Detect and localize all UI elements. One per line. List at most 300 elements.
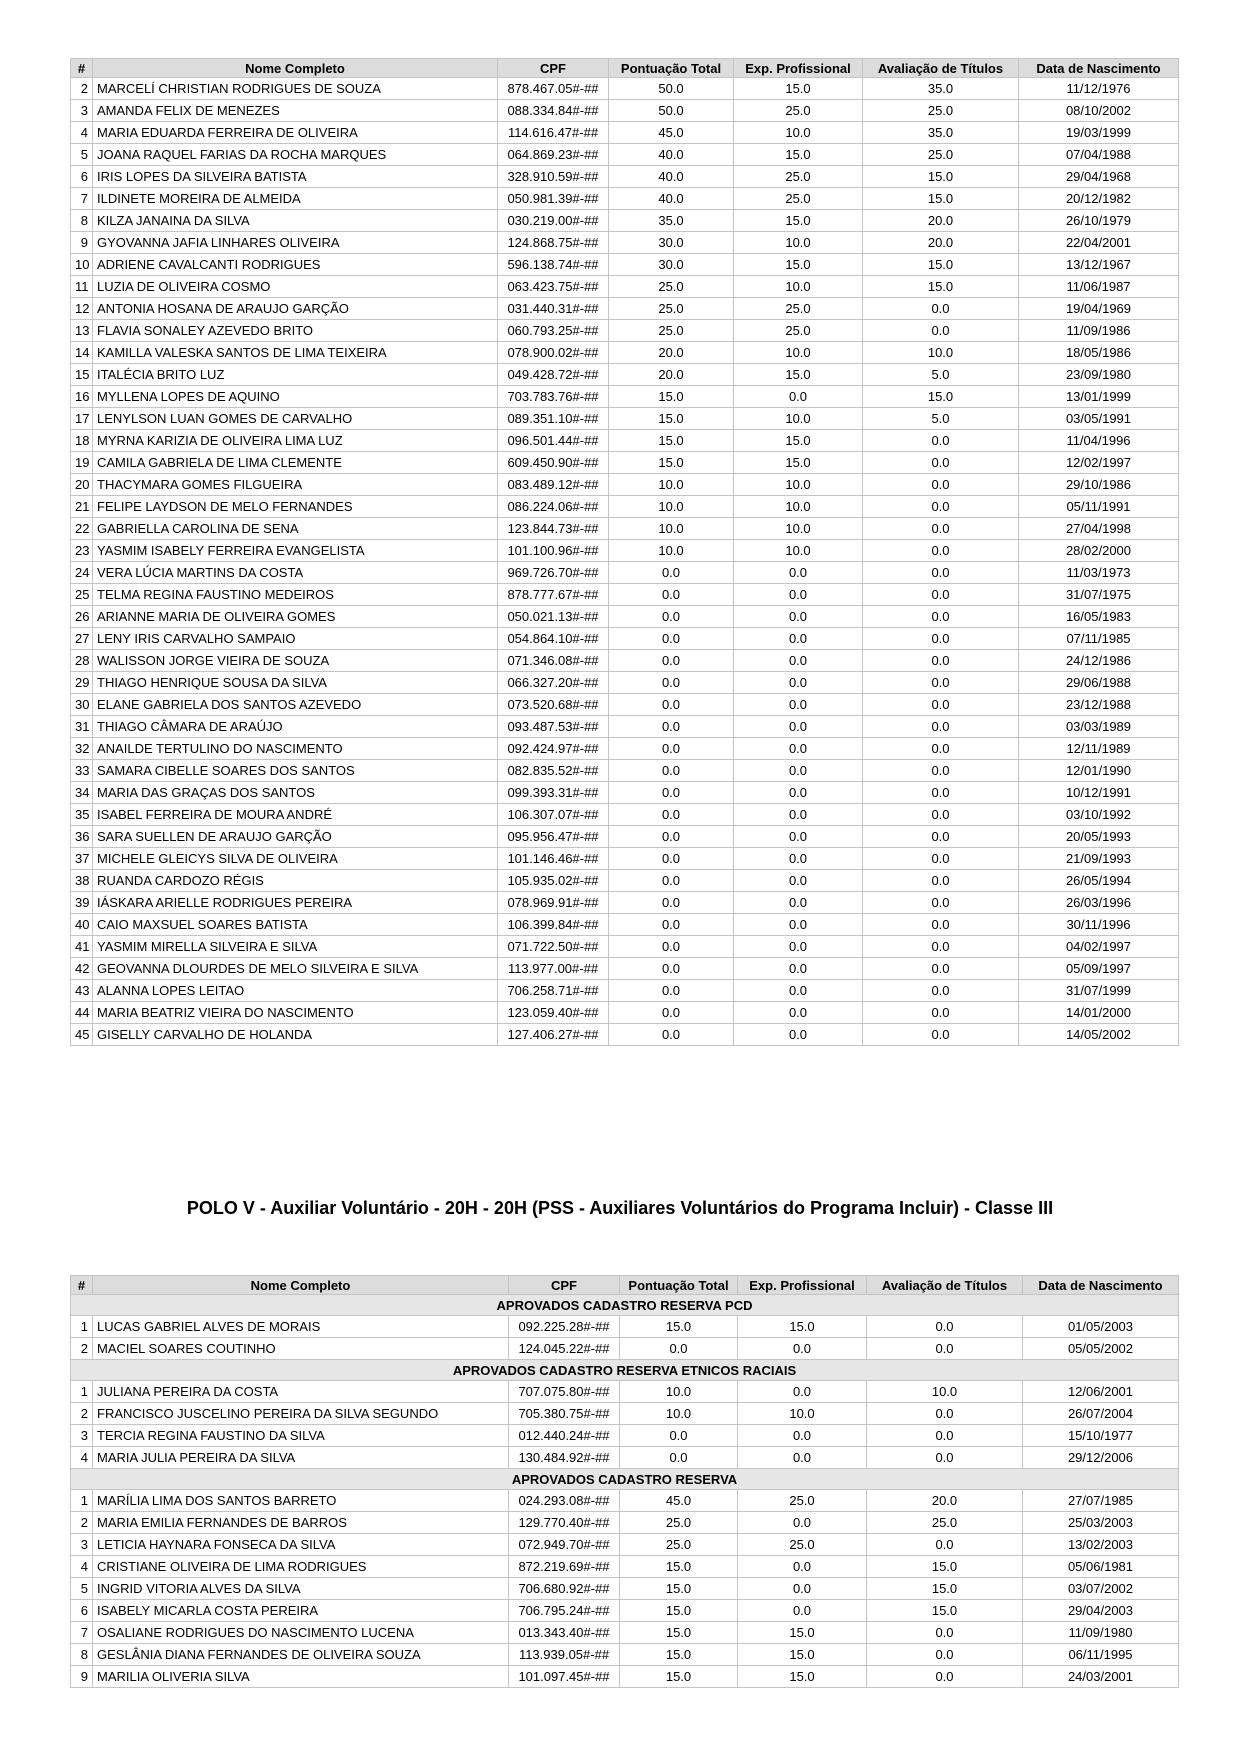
cell-titles-evaluation: 0.0 [867,1666,1023,1688]
cell-birth-date: 26/05/1994 [1019,870,1179,892]
cell-cpf: 706.795.24#-## [509,1600,620,1622]
cell-professional-experience: 0.0 [734,562,863,584]
cell-total-score: 0.0 [609,870,734,892]
ranking-table-2 [70,1275,1179,1688]
table-header-row [71,59,1179,78]
cell-titles-evaluation: 0.0 [863,584,1019,606]
cell-number: 42 [71,958,93,980]
cell-number: 16 [71,386,93,408]
cell-birth-date: 03/03/1989 [1019,716,1179,738]
cell-professional-experience: 10.0 [734,540,863,562]
cell-professional-experience: 0.0 [738,1556,867,1578]
cell-titles-evaluation: 0.0 [863,518,1019,540]
cell-professional-experience: 15.0 [738,1644,867,1666]
cell-total-score: 25.0 [609,298,734,320]
table-row [71,606,1179,628]
cell-name: MARIA DAS GRAÇAS DOS SANTOS [93,782,498,804]
cell-cpf: 078.969.91#-## [498,892,609,914]
cell-professional-experience: 0.0 [734,738,863,760]
cell-number: 25 [71,584,93,606]
cell-name: MARIA BEATRIZ VIEIRA DO NASCIMENTO [93,1002,498,1024]
cell-total-score: 15.0 [609,386,734,408]
cell-number: 17 [71,408,93,430]
table-row [71,386,1179,408]
cell-number: 39 [71,892,93,914]
cell-professional-experience: 0.0 [734,826,863,848]
cell-birth-date: 29/12/2006 [1023,1447,1179,1469]
cell-name: MYLLENA LOPES DE AQUINO [93,386,498,408]
cell-name: IRIS LOPES DA SILVEIRA BATISTA [93,166,498,188]
cell-professional-experience: 0.0 [734,650,863,672]
cell-number: 7 [71,188,93,210]
cell-total-score: 35.0 [609,210,734,232]
cell-number: 4 [71,122,93,144]
table-row [71,144,1179,166]
cell-titles-evaluation: 0.0 [863,1002,1019,1024]
cell-cpf: 050.981.39#-## [498,188,609,210]
cell-birth-date: 03/10/1992 [1019,804,1179,826]
cell-titles-evaluation: 0.0 [863,474,1019,496]
cell-name: THIAGO HENRIQUE SOUSA DA SILVA [93,672,498,694]
cell-titles-evaluation: 20.0 [863,210,1019,232]
col-header-total-score: Pontuação Total [609,59,734,78]
cell-cpf: 012.440.24#-## [509,1425,620,1447]
table-row [71,1316,1179,1338]
cell-name: GESLÂNIA DIANA FERNANDES DE OLIVEIRA SOUZA [93,1644,509,1666]
cell-titles-evaluation: 0.0 [863,452,1019,474]
cell-name: SARA SUELLEN DE ARAUJO GARÇÃO [93,826,498,848]
cell-number: 5 [71,144,93,166]
table-row [71,1578,1179,1600]
cell-professional-experience: 15.0 [734,254,863,276]
cell-name: LENY IRIS CARVALHO SAMPAIO [93,628,498,650]
cell-titles-evaluation: 0.0 [863,892,1019,914]
cell-cpf: 609.450.90#-## [498,452,609,474]
cell-number: 37 [71,848,93,870]
cell-birth-date: 21/09/1993 [1019,848,1179,870]
cell-birth-date: 20/05/1993 [1019,826,1179,848]
cell-total-score: 15.0 [609,430,734,452]
cell-titles-evaluation: 0.0 [863,606,1019,628]
cell-total-score: 0.0 [609,936,734,958]
table-row [71,1490,1179,1512]
table-row [71,1425,1179,1447]
cell-total-score: 10.0 [609,496,734,518]
cell-total-score: 25.0 [620,1512,738,1534]
cell-birth-date: 29/10/1986 [1019,474,1179,496]
cell-cpf: 071.722.50#-## [498,936,609,958]
cell-total-score: 15.0 [620,1600,738,1622]
cell-titles-evaluation: 25.0 [863,144,1019,166]
cell-titles-evaluation: 15.0 [867,1556,1023,1578]
cell-titles-evaluation: 0.0 [867,1622,1023,1644]
cell-titles-evaluation: 5.0 [863,408,1019,430]
cell-cpf: 049.428.72#-## [498,364,609,386]
cell-titles-evaluation: 0.0 [867,1316,1023,1338]
cell-name: FLAVIA SONALEY AZEVEDO BRITO [93,320,498,342]
cell-titles-evaluation: 0.0 [863,562,1019,584]
cell-titles-evaluation: 0.0 [867,1403,1023,1425]
cell-birth-date: 29/04/1968 [1019,166,1179,188]
cell-birth-date: 05/05/2002 [1023,1338,1179,1360]
cell-total-score: 0.0 [620,1447,738,1469]
table-row [71,1622,1179,1644]
cell-name: JOANA RAQUEL FARIAS DA ROCHA MARQUES [93,144,498,166]
cell-professional-experience: 25.0 [734,320,863,342]
cell-name: ALANNA LOPES LEITAO [93,980,498,1002]
cell-total-score: 15.0 [620,1622,738,1644]
table-row [71,474,1179,496]
cell-cpf: 106.307.07#-## [498,804,609,826]
cell-cpf: 113.939.05#-## [509,1644,620,1666]
cell-number: 44 [71,1002,93,1024]
cell-titles-evaluation: 0.0 [863,628,1019,650]
cell-total-score: 0.0 [609,848,734,870]
cell-total-score: 0.0 [609,1024,734,1046]
cell-cpf: 060.793.25#-## [498,320,609,342]
group-label: APROVADOS CADASTRO RESERVA [71,1469,1179,1490]
cell-name: THACYMARA GOMES FILGUEIRA [93,474,498,496]
cell-number: 4 [71,1447,93,1469]
cell-professional-experience: 0.0 [734,672,863,694]
cell-titles-evaluation: 20.0 [867,1490,1023,1512]
cell-cpf: 114.616.47#-## [498,122,609,144]
cell-birth-date: 01/05/2003 [1023,1316,1179,1338]
cell-number: 10 [71,254,93,276]
cell-name: MARÍLIA LIMA DOS SANTOS BARRETO [93,1490,509,1512]
cell-titles-evaluation: 10.0 [867,1381,1023,1403]
cell-titles-evaluation: 0.0 [863,936,1019,958]
cell-cpf: 706.680.92#-## [509,1578,620,1600]
cell-name: MYRNA KARIZIA DE OLIVEIRA LIMA LUZ [93,430,498,452]
cell-name: KILZA JANAINA DA SILVA [93,210,498,232]
cell-number: 20 [71,474,93,496]
cell-birth-date: 06/11/1995 [1023,1644,1179,1666]
section-title: POLO V - Auxiliar Voluntário - 20H - 20H (PSS - Auxiliares Voluntários do Programa Incluir) - Classe III [186,1198,1054,1218]
table-row [71,914,1179,936]
table-row [71,518,1179,540]
cell-total-score: 0.0 [609,650,734,672]
cell-total-score: 15.0 [609,408,734,430]
cell-birth-date: 08/10/2002 [1019,100,1179,122]
cell-titles-evaluation: 15.0 [867,1600,1023,1622]
cell-titles-evaluation: 35.0 [863,122,1019,144]
cell-titles-evaluation: 0.0 [863,848,1019,870]
cell-total-score: 25.0 [609,320,734,342]
table-row [71,122,1179,144]
cell-birth-date: 26/10/1979 [1019,210,1179,232]
cell-titles-evaluation: 0.0 [863,672,1019,694]
cell-birth-date: 05/09/1997 [1019,958,1179,980]
cell-number: 24 [71,562,93,584]
cell-professional-experience: 25.0 [738,1534,867,1556]
cell-name: SAMARA CIBELLE SOARES DOS SANTOS [93,760,498,782]
cell-name: LUZIA DE OLIVEIRA COSMO [93,276,498,298]
cell-professional-experience: 15.0 [734,78,863,100]
cell-number: 18 [71,430,93,452]
cell-birth-date: 31/07/1999 [1019,980,1179,1002]
cell-total-score: 0.0 [609,694,734,716]
cell-total-score: 10.0 [620,1381,738,1403]
col-header-titles-evaluation: Avaliação de Títulos [863,59,1019,78]
table-row [71,342,1179,364]
cell-professional-experience: 0.0 [734,958,863,980]
cell-birth-date: 26/07/2004 [1023,1403,1179,1425]
cell-number: 3 [71,100,93,122]
cell-titles-evaluation: 0.0 [863,430,1019,452]
cell-birth-date: 11/09/1986 [1019,320,1179,342]
cell-professional-experience: 10.0 [734,122,863,144]
col-header-birth-date: Data de Nascimento [1019,59,1179,78]
cell-total-score: 0.0 [609,980,734,1002]
table-row [71,254,1179,276]
table-row [71,1644,1179,1666]
col-header-titles-evaluation: Avaliação de Títulos [867,1276,1023,1295]
cell-name: CAIO MAXSUEL SOARES BATISTA [93,914,498,936]
cell-number: 30 [71,694,93,716]
cell-cpf: 066.327.20#-## [498,672,609,694]
table-row [71,496,1179,518]
cell-number: 8 [71,210,93,232]
cell-birth-date: 15/10/1977 [1023,1425,1179,1447]
cell-cpf: 086.224.06#-## [498,496,609,518]
cell-total-score: 15.0 [620,1644,738,1666]
cell-number: 22 [71,518,93,540]
group-header-row [71,1469,1179,1490]
cell-birth-date: 11/03/1973 [1019,562,1179,584]
col-header-number: # [71,59,93,78]
cell-name: YASMIM MIRELLA SILVEIRA E SILVA [93,936,498,958]
cell-birth-date: 13/12/1967 [1019,254,1179,276]
cell-birth-date: 24/12/1986 [1019,650,1179,672]
cell-number: 13 [71,320,93,342]
cell-titles-evaluation: 0.0 [867,1534,1023,1556]
table-row [71,1338,1179,1360]
cell-cpf: 050.021.13#-## [498,606,609,628]
cell-titles-evaluation: 0.0 [863,804,1019,826]
cell-birth-date: 13/01/1999 [1019,386,1179,408]
cell-birth-date: 19/04/1969 [1019,298,1179,320]
cell-total-score: 0.0 [609,716,734,738]
cell-total-score: 15.0 [620,1556,738,1578]
cell-birth-date: 11/09/1980 [1023,1622,1179,1644]
cell-titles-evaluation: 0.0 [863,760,1019,782]
cell-birth-date: 19/03/1999 [1019,122,1179,144]
table-row [71,936,1179,958]
cell-total-score: 0.0 [609,584,734,606]
cell-number: 8 [71,1644,93,1666]
cell-professional-experience: 0.0 [734,1024,863,1046]
cell-number: 32 [71,738,93,760]
cell-cpf: 024.293.08#-## [509,1490,620,1512]
table-row [71,210,1179,232]
table-row [71,650,1179,672]
cell-cpf: 096.501.44#-## [498,430,609,452]
cell-total-score: 25.0 [620,1534,738,1556]
cell-cpf: 124.045.22#-## [509,1338,620,1360]
cell-professional-experience: 0.0 [734,584,863,606]
cell-total-score: 10.0 [609,540,734,562]
cell-name: THIAGO CÂMARA DE ARAÚJO [93,716,498,738]
cell-name: CRISTIANE OLIVEIRA DE LIMA RODRIGUES [93,1556,509,1578]
table-row [71,738,1179,760]
cell-total-score: 0.0 [609,782,734,804]
cell-cpf: 088.334.84#-## [498,100,609,122]
cell-total-score: 0.0 [609,914,734,936]
cell-birth-date: 12/01/1990 [1019,760,1179,782]
cell-titles-evaluation: 0.0 [863,980,1019,1002]
cell-cpf: 064.869.23#-## [498,144,609,166]
cell-professional-experience: 0.0 [734,694,863,716]
cell-name: ISABELY MICARLA COSTA PEREIRA [93,1600,509,1622]
cell-professional-experience: 0.0 [738,1447,867,1469]
cell-professional-experience: 0.0 [734,606,863,628]
cell-total-score: 0.0 [609,760,734,782]
cell-total-score: 30.0 [609,232,734,254]
cell-name: ADRIENE CAVALCANTI RODRIGUES [93,254,498,276]
cell-total-score: 45.0 [620,1490,738,1512]
cell-cpf: 101.146.46#-## [498,848,609,870]
cell-total-score: 0.0 [609,958,734,980]
cell-cpf: 872.219.69#-## [509,1556,620,1578]
cell-cpf: 082.835.52#-## [498,760,609,782]
table-row [71,1666,1179,1688]
cell-birth-date: 12/02/1997 [1019,452,1179,474]
cell-cpf: 073.520.68#-## [498,694,609,716]
cell-name: ITALÉCIA BRITO LUZ [93,364,498,386]
cell-cpf: 706.258.71#-## [498,980,609,1002]
col-header-name: Nome Completo [93,59,498,78]
table-row [71,584,1179,606]
table-row [71,628,1179,650]
table-row [71,826,1179,848]
cell-professional-experience: 15.0 [734,452,863,474]
cell-birth-date: 13/02/2003 [1023,1534,1179,1556]
cell-name: ISABEL FERREIRA DE MOURA ANDRÉ [93,804,498,826]
cell-cpf: 705.380.75#-## [509,1403,620,1425]
col-header-total-score: Pontuação Total [620,1276,738,1295]
cell-cpf: 030.219.00#-## [498,210,609,232]
cell-professional-experience: 25.0 [734,166,863,188]
cell-professional-experience: 0.0 [738,1512,867,1534]
table-row [71,78,1179,100]
table-row [71,870,1179,892]
cell-professional-experience: 0.0 [734,870,863,892]
cell-titles-evaluation: 10.0 [863,342,1019,364]
cell-name: MARIA JULIA PEREIRA DA SILVA [93,1447,509,1469]
cell-number: 3 [71,1425,93,1447]
cell-professional-experience: 0.0 [734,980,863,1002]
cell-name: VERA LÚCIA MARTINS DA COSTA [93,562,498,584]
cell-cpf: 072.949.70#-## [509,1534,620,1556]
cell-professional-experience: 10.0 [734,496,863,518]
cell-titles-evaluation: 0.0 [863,914,1019,936]
col-header-professional-experience: Exp. Profissional [738,1276,867,1295]
cell-birth-date: 10/12/1991 [1019,782,1179,804]
cell-name: ELANE GABRIELA DOS SANTOS AZEVEDO [93,694,498,716]
cell-titles-evaluation: 25.0 [867,1512,1023,1534]
cell-birth-date: 29/06/1988 [1019,672,1179,694]
table-row [71,408,1179,430]
cell-titles-evaluation: 0.0 [863,826,1019,848]
table-row [71,188,1179,210]
table-row [71,232,1179,254]
ranking-table-1 [70,58,1179,1046]
cell-total-score: 40.0 [609,188,734,210]
cell-number: 45 [71,1024,93,1046]
table-row [71,1534,1179,1556]
cell-cpf: 031.440.31#-## [498,298,609,320]
cell-birth-date: 05/06/1981 [1023,1556,1179,1578]
cell-total-score: 0.0 [609,628,734,650]
cell-name: MICHELE GLEICYS SILVA DE OLIVEIRA [93,848,498,870]
cell-total-score: 0.0 [609,562,734,584]
cell-number: 2 [71,1403,93,1425]
cell-birth-date: 11/06/1987 [1019,276,1179,298]
cell-titles-evaluation: 15.0 [863,386,1019,408]
cell-cpf: 092.225.28#-## [509,1316,620,1338]
cell-total-score: 20.0 [609,342,734,364]
cell-total-score: 15.0 [609,452,734,474]
cell-titles-evaluation: 0.0 [867,1644,1023,1666]
cell-professional-experience: 25.0 [734,188,863,210]
cell-titles-evaluation: 0.0 [863,716,1019,738]
cell-professional-experience: 15.0 [734,210,863,232]
cell-professional-experience: 0.0 [734,716,863,738]
cell-cpf: 099.393.31#-## [498,782,609,804]
cell-total-score: 15.0 [620,1316,738,1338]
cell-name: LETICIA HAYNARA FONSECA DA SILVA [93,1534,509,1556]
table-row [71,166,1179,188]
cell-number: 4 [71,1556,93,1578]
cell-professional-experience: 25.0 [734,298,863,320]
cell-cpf: 093.487.53#-## [498,716,609,738]
cell-titles-evaluation: 0.0 [867,1338,1023,1360]
cell-name: LENYLSON LUAN GOMES DE CARVALHO [93,408,498,430]
cell-professional-experience: 0.0 [734,892,863,914]
table-row [71,1381,1179,1403]
cell-number: 23 [71,540,93,562]
cell-titles-evaluation: 0.0 [863,496,1019,518]
cell-birth-date: 07/11/1985 [1019,628,1179,650]
cell-professional-experience: 25.0 [738,1490,867,1512]
cell-birth-date: 24/03/2001 [1023,1666,1179,1688]
cell-professional-experience: 10.0 [734,232,863,254]
cell-number: 2 [71,1338,93,1360]
cell-cpf: 124.868.75#-## [498,232,609,254]
cell-cpf: 078.900.02#-## [498,342,609,364]
group-label: APROVADOS CADASTRO RESERVA PCD [71,1295,1179,1316]
cell-name: ARIANNE MARIA DE OLIVEIRA GOMES [93,606,498,628]
cell-name: GABRIELLA CAROLINA DE SENA [93,518,498,540]
cell-birth-date: 11/04/1996 [1019,430,1179,452]
cell-birth-date: 22/04/2001 [1019,232,1179,254]
cell-name: IÁSKARA ARIELLE RODRIGUES PEREIRA [93,892,498,914]
cell-professional-experience: 0.0 [734,914,863,936]
cell-titles-evaluation: 0.0 [867,1447,1023,1469]
table-row [71,892,1179,914]
cell-total-score: 0.0 [609,1002,734,1024]
table-row [71,958,1179,980]
cell-cpf: 328.910.59#-## [498,166,609,188]
table-row [71,364,1179,386]
cell-number: 5 [71,1578,93,1600]
table-row [71,430,1179,452]
cell-titles-evaluation: 20.0 [863,232,1019,254]
cell-number: 21 [71,496,93,518]
cell-number: 38 [71,870,93,892]
cell-number: 41 [71,936,93,958]
